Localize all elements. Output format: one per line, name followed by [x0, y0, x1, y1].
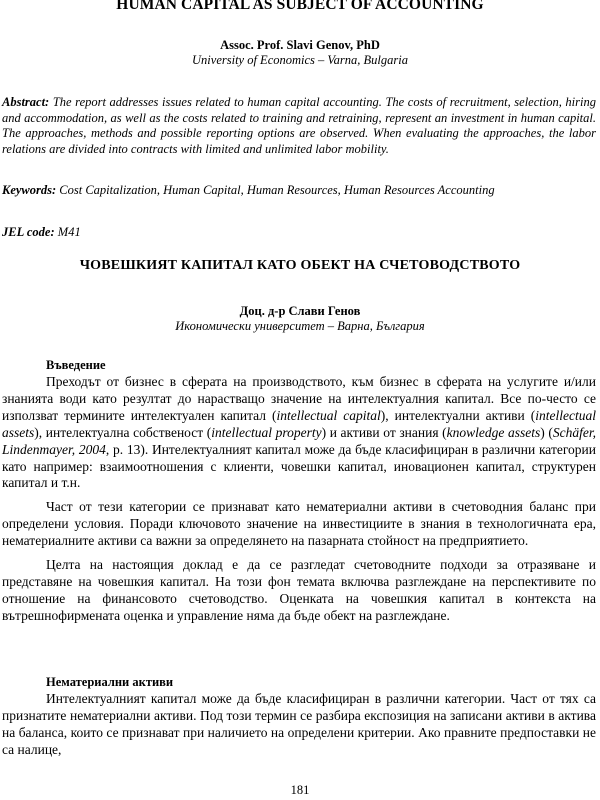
intro-p1-text-4: ) и активи от знания ( [321, 424, 447, 440]
intangible-heading: Нематериални активи [46, 675, 174, 689]
intro-heading: Въведение [46, 358, 106, 372]
keywords-text: Cost Capitalization, Human Capital, Human Resources, Human Resources Accounting [59, 183, 495, 197]
english-affiliation: University of Economics – Varna, Bulgaria [192, 53, 408, 67]
bulgarian-affiliation: Икономически университет – Варна, България [175, 319, 425, 333]
intro-p1-text-3: ), интелектуална собственост ( [34, 424, 212, 440]
intro-p1-italic-5: Schäfer, Lindenmayer, 2004 [2, 424, 596, 457]
intro-p1-text-2: ), интелектуални активи ( [380, 407, 536, 423]
jel-text: M41 [57, 225, 81, 239]
intro-p1-text-6: , p. 13). Интелектуалният капитал може да бъде класифициран в различни категории като например: взаимоотношения с клиенти, човешки капитал, иновационен капитал, структурен капитал и т.н. [2, 441, 596, 491]
intro-paragraph-2: Част от тези категории се признават като нематериални активи в счетоводния баланс при определени условия. Поради ключовото значение на инвестициите в знания в технологичната ера, нематериалните активи са важни за определянето на пазарната стойност на предприятието. [2, 499, 596, 549]
intro-p1-italic-1: intellectual capital [276, 407, 381, 423]
intro-section [2, 374, 596, 625]
english-title: HUMAN CAPITAL AS SUBJECT OF ACCOUNTING [116, 0, 484, 13]
intro-p1-text-1: Преходът от бизнес в сферата на производството, към бизнес в сферата на услугите и/или знанията води като резултат до нарастващо значение на интелектуалния капитал. Все по-често се използват термините интелектуален капитал ( [2, 374, 596, 423]
intro-p1-italic-4: knowledge assets [446, 424, 541, 440]
intro-paragraph-3: Целта на настоящия доклад е да се разгледат счетоводните подходи за отразяване и представяне на човешкия капитал. На този фон темата включва разглеждане на перспективите по отношение на финансовото счетоводство. Оценката на човешкия капитал в контекста на вътрешнофирмената оценка и управление няма да бъде обект на разглеждане. [2, 557, 596, 623]
intro-p1-italic-3: intellectual property [211, 424, 322, 440]
intro-p1-text-5: ) ( [540, 424, 553, 440]
intangible-section [2, 691, 596, 759]
intro-paragraph-1 [2, 374, 596, 492]
bulgarian-title: ЧОВЕШКИЯТ КАПИТАЛ КАТО ОБЕКТ НА СЧЕТОВОДСТВОТО [79, 258, 521, 273]
keywords-label: Keywords: [2, 183, 57, 197]
jel-code [2, 225, 596, 241]
abstract [2, 95, 596, 157]
jel-label: JEL code: [2, 225, 55, 239]
bulgarian-author: Доц. д-р Слави Генов [239, 304, 361, 318]
abstract-label: Abstract: [2, 95, 50, 109]
english-author: Assoc. Prof. Slavi Genov, PhD [220, 38, 380, 52]
intangible-paragraph-1: Интелектуалният капитал може да бъде класифициран в различни категории. Част от тях са признатите нематериални активи. Под този термин се разбира експозиция на записани активи в актива на баланса, които се признават при наличието на определени критерии. Ако правните предпоставки не са налице, [2, 691, 596, 757]
page-number: 181 [290, 783, 310, 797]
abstract-text: The report addresses issues related to human capital accounting. The costs of recruitment, selection, hiring and accommodation, as well as the costs related to training and retraining, represent an investment in human capital. The approaches, methods and possible reporting options are observed. When evaluating the approaches, the labor relations are divided into contracts with limited and unlimited labor mobility. [2, 95, 596, 156]
keywords [2, 183, 596, 199]
intro-p1-italic-2: intellectual assets [2, 407, 596, 440]
